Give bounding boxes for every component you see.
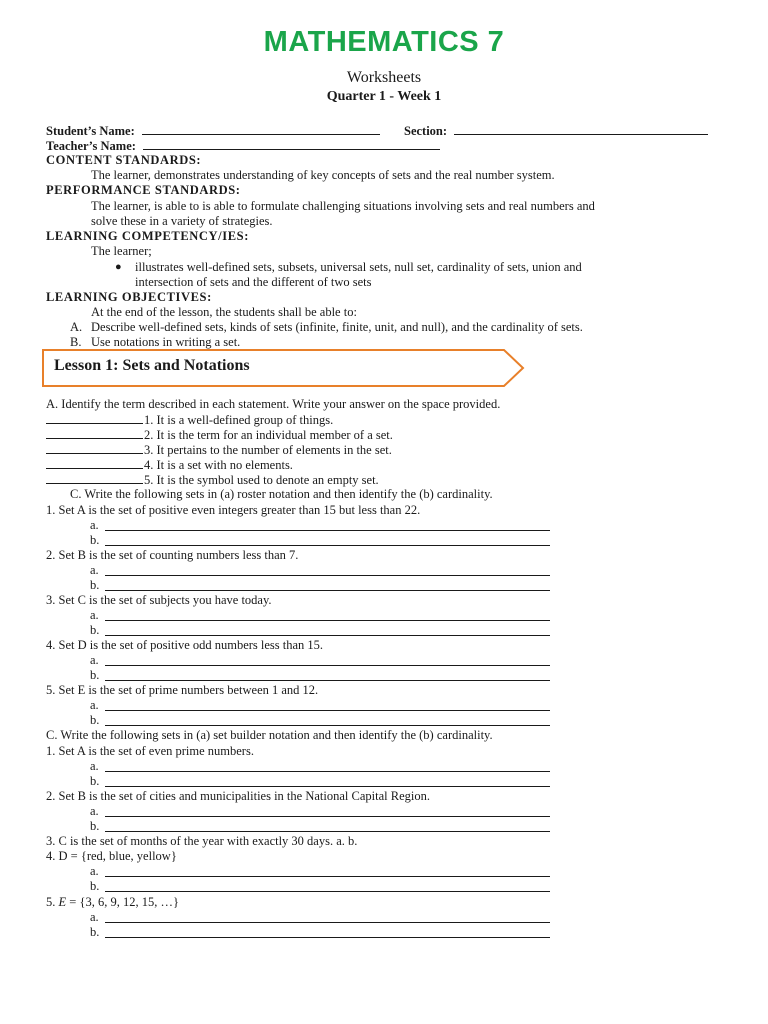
answer-a-label: a. — [90, 804, 99, 818]
answer-line[interactable] — [105, 816, 550, 817]
question: 3. C is the set of months of the year with exactly 30 days. a. b. — [46, 834, 358, 848]
objective-a-text: Describe well-defined sets, kinds of sets (infinite, finite, unit, and null), and the cardinality of sets. — [91, 320, 583, 334]
answer-line[interactable] — [105, 876, 550, 877]
answer-b-label: b. — [90, 623, 100, 637]
student-name-field[interactable] — [142, 123, 380, 135]
bullet-icon: ● — [115, 261, 122, 273]
answer-line[interactable] — [105, 620, 550, 621]
answer-line[interactable] — [105, 922, 550, 923]
answer-a-label: a. — [90, 910, 99, 924]
performance-standards-text-1: The learner, is able to is able to formulate challenging situations involving sets and real numbers and — [91, 199, 595, 213]
question: 1. Set A is the set of positive even integers greater than 15 but less than 22. — [46, 503, 421, 517]
section-a-item: 4. It is a set with no elements. — [46, 457, 293, 473]
objective-b-label: B. — [70, 335, 82, 349]
student-name-row — [46, 123, 380, 139]
competency-bullet-1: illustrates well-defined sets, subsets, universal sets, null set, cardinality of sets, union and — [135, 260, 582, 274]
answer-b-label: b. — [90, 925, 100, 939]
section-a-item: 1. It is a well-defined group of things. — [46, 412, 333, 428]
question: 2. Set B is the set of cities and municipalities in the National Capital Region. — [46, 789, 430, 803]
answer-line[interactable] — [105, 937, 550, 938]
answer-line[interactable] — [105, 891, 550, 892]
answer-blank[interactable] — [46, 457, 143, 469]
question: 5. E = {3, 6, 9, 12, 15, …} — [46, 895, 179, 909]
question: 4. D = {red, blue, yellow} — [46, 849, 177, 863]
section-a-item: 3. It pertains to the number of elements in the set. — [46, 442, 392, 458]
answer-b-label: b. — [90, 819, 100, 833]
objective-b-text: Use notations in writing a set. — [91, 335, 241, 349]
competency-bullet-2: intersection of sets and the different of two sets — [135, 275, 372, 289]
performance-standards-text-2: solve these in a variety of strategies. — [91, 214, 273, 228]
answer-blank[interactable] — [46, 472, 143, 484]
section-field[interactable] — [454, 123, 708, 135]
question: 3. Set C is the set of subjects you have today. — [46, 593, 272, 607]
question: 4. Set D is the set of positive odd numbers less than 15. — [46, 638, 324, 652]
content-standards-heading: CONTENT STANDARDS: — [46, 153, 202, 167]
answer-b-label: b. — [90, 713, 100, 727]
answer-b-label: b. — [90, 774, 100, 788]
answer-a-label: a. — [90, 864, 99, 878]
quarter-label: Quarter 1 - Week 1 — [326, 89, 442, 104]
answer-line[interactable] — [105, 575, 550, 576]
section-label: Section: — [404, 124, 448, 138]
answer-line[interactable] — [105, 590, 550, 591]
answer-blank[interactable] — [46, 412, 143, 424]
competency-heading: LEARNING COMPETENCY/IES: — [46, 229, 249, 243]
objectives-intro: At the end of the lesson, the students shall be able to: — [91, 305, 357, 319]
question: 1. Set A is the set of even prime numbers. — [46, 744, 254, 758]
teacher-name-row — [46, 138, 440, 154]
answer-b-label: b. — [90, 533, 100, 547]
answer-line[interactable] — [105, 771, 550, 772]
section-c1-instruction: C. Write the following sets in (a) roster notation and then identify the (b) cardinality. — [70, 487, 493, 501]
question: 5. Set E is the set of prime numbers between 1 and 12. — [46, 683, 319, 697]
answer-blank[interactable] — [46, 427, 143, 439]
student-name-label: Student’s Name: — [46, 124, 135, 138]
answer-line[interactable] — [105, 665, 550, 666]
answer-b-label: b. — [90, 879, 100, 893]
answer-a-label: a. — [90, 698, 99, 712]
competency-intro: The learner; — [91, 244, 152, 258]
answer-line[interactable] — [105, 786, 550, 787]
teacher-name-label: Teacher’s Name: — [46, 139, 136, 153]
section-c2-instruction: C. Write the following sets in (a) set builder notation and then identify the (b) cardinality. — [46, 728, 493, 742]
answer-a-label: a. — [90, 653, 99, 667]
page-title: MATHEMATICS 7 — [263, 26, 505, 58]
lesson-title: Lesson 1: Sets and Notations — [54, 357, 250, 374]
content-standards-text: The learner, demonstrates understanding of key concepts of sets and the real number system. — [91, 168, 555, 182]
objectives-heading: LEARNING OBJECTIVES: — [46, 290, 212, 304]
answer-line[interactable] — [105, 710, 550, 711]
teacher-name-field[interactable] — [143, 138, 440, 150]
answer-line[interactable] — [105, 831, 550, 832]
answer-a-label: a. — [90, 563, 99, 577]
objective-a-label: A. — [70, 320, 83, 334]
answer-line[interactable] — [105, 530, 550, 531]
answer-line[interactable] — [105, 725, 550, 726]
question: 2. Set B is the set of counting numbers less than 7. — [46, 548, 299, 562]
answer-b-label: b. — [90, 578, 100, 592]
section-a-item: 2. It is the term for an individual member of a set. — [46, 427, 393, 443]
answer-blank[interactable] — [46, 442, 143, 454]
performance-standards-heading: PERFORMANCE STANDARDS: — [46, 183, 241, 197]
answer-a-label: a. — [90, 518, 99, 532]
section-a-instruction: A. Identify the term described in each statement. Write your answer on the space provided. — [46, 397, 501, 411]
answer-line[interactable] — [105, 680, 550, 681]
answer-a-label: a. — [90, 759, 99, 773]
section-a-item: 5. It is the symbol used to denote an empty set. — [46, 472, 379, 488]
answer-line[interactable] — [105, 635, 550, 636]
answer-line[interactable] — [105, 545, 550, 546]
answer-a-label: a. — [90, 608, 99, 622]
answer-b-label: b. — [90, 668, 100, 682]
worksheet-subtitle: Worksheets — [346, 69, 422, 86]
section-row — [404, 123, 708, 139]
